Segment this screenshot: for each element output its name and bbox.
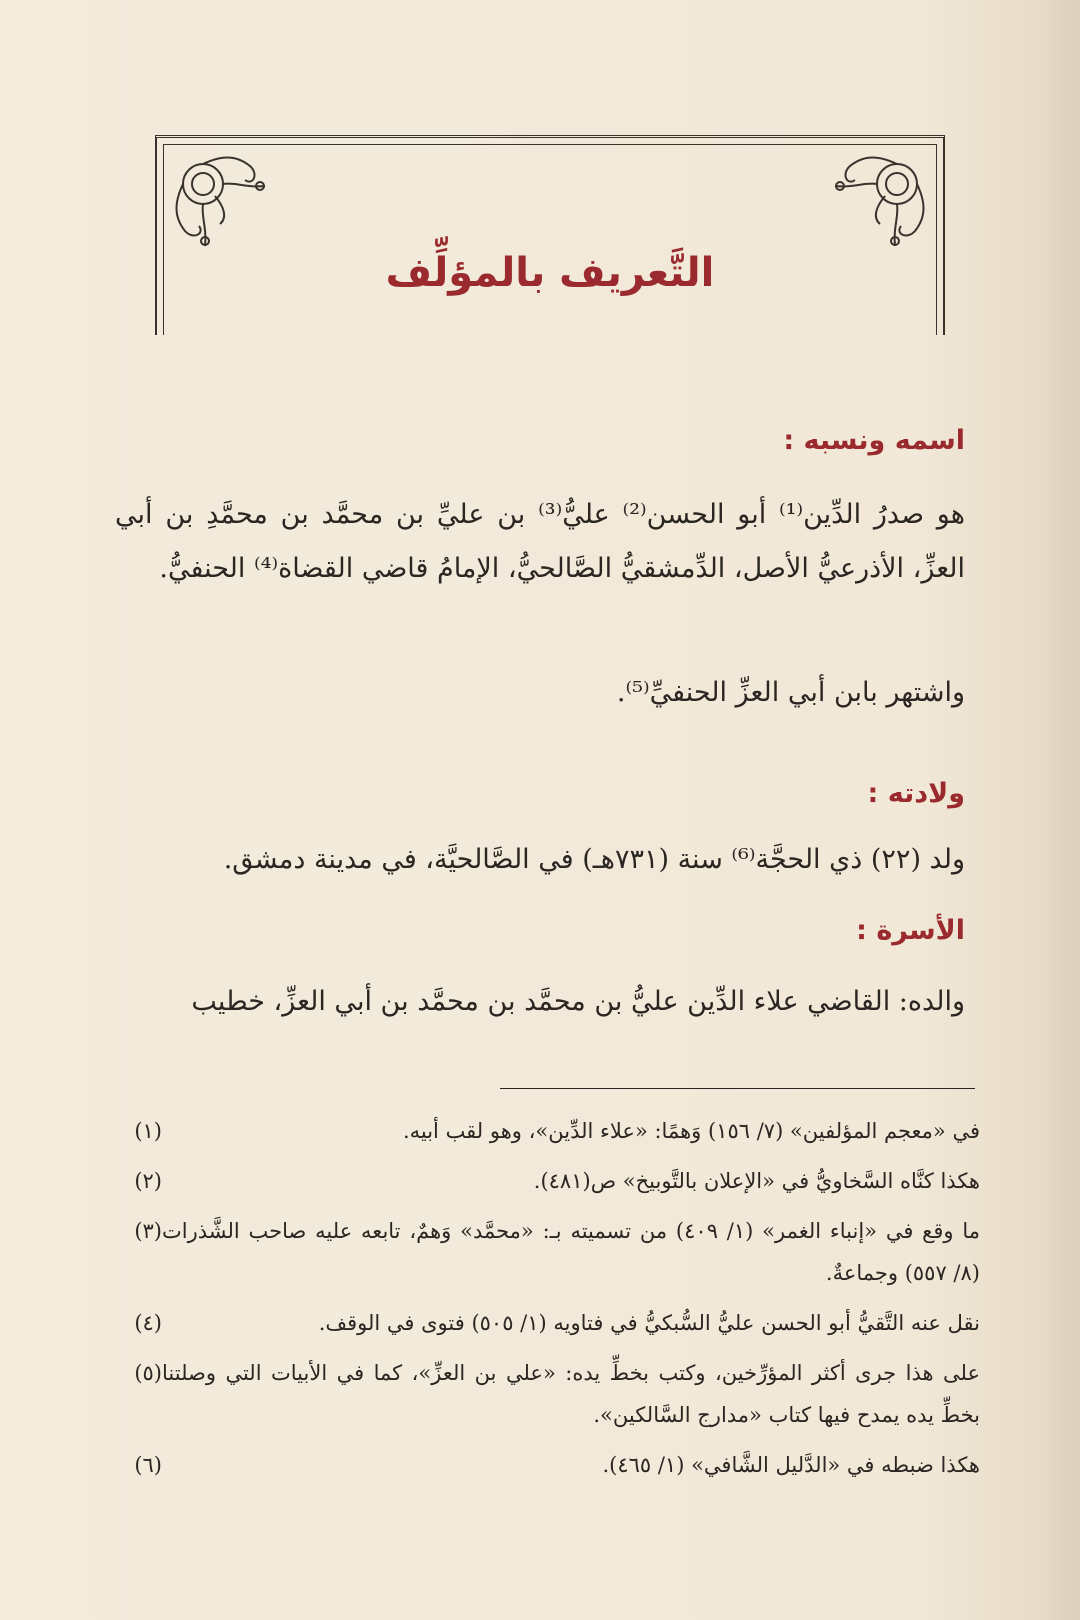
footnote-item bbox=[110, 1210, 980, 1294]
footnote-item bbox=[110, 1444, 980, 1486]
footnote-item bbox=[110, 1352, 980, 1436]
footnote-text: هكذا كنَّاه السَّخاويُّ في «الإعلان بالتَّوبيخ» ص(٤٨١). bbox=[533, 1169, 980, 1193]
footnote-text: في «معجم المؤلفين» (٧/ ١٥٦) وَهمًا: «علاء الدِّين»، وهو لقب أبيه. bbox=[402, 1119, 980, 1143]
footnote-item bbox=[110, 1110, 980, 1152]
footnote-item bbox=[110, 1302, 980, 1344]
footnote-number: (٦) bbox=[134, 1453, 162, 1477]
paragraph-known-as: واشتهر بابن أبي العزِّ الحنفيِّ⁽⁵⁾. bbox=[616, 677, 965, 708]
corner-ornament-right bbox=[825, 146, 935, 256]
footnote-number: (٢) bbox=[134, 1169, 162, 1193]
footnote-number: (٣) bbox=[134, 1219, 162, 1243]
footnote-number: (١) bbox=[134, 1119, 162, 1143]
footnote-number: (٤) bbox=[134, 1311, 162, 1335]
footnote-text: على هذا جرى أكثر المؤرِّخين، وكتب بخطِّ يده: «علي بن العزِّ»، كما في الأبيات التي وصلتنا بخطِّ يده يمدح فيها كتاب «مدارج السَّالكين». bbox=[162, 1361, 980, 1427]
footnote-text: نقل عنه التَّقيُّ أبو الحسن عليُّ السُّبكيُّ في فتاويه (١/ ٥٠٥) فتوى في الوقف. bbox=[318, 1311, 980, 1335]
title-frame bbox=[155, 135, 945, 335]
section-heading-name-lineage: اسمه ونسبه : bbox=[783, 425, 965, 456]
corner-ornament-left bbox=[165, 146, 275, 256]
paragraph-name-lineage: هو صدرُ الدِّين⁽¹⁾ أبو الحسن⁽²⁾ عليُّ⁽³⁾ بن عليِّ بن محمَّد بن محمَّدِ بن أبي العزِّ، الأذرعيُّ الأصل، الدِّمشقيُّ الصَّالحيُّ، الإمامُ قاضي القضاة⁽⁴⁾ الحنفيُّ. bbox=[115, 499, 965, 584]
footnote-number: (٥) bbox=[134, 1361, 162, 1385]
section-heading-birth: ولادته : bbox=[867, 778, 965, 809]
paragraph-family: والده: القاضي علاء الدِّين عليُّ بن محمَّد بن محمَّد بن أبي العزِّ، خطيب bbox=[191, 986, 965, 1017]
footnote-text: هكذا ضبطه في «الدَّليل الشَّافي» (١/ ٤٦٥). bbox=[602, 1453, 980, 1477]
chapter-title: التَّعريف بالمؤلِّف bbox=[385, 250, 715, 296]
title-frame-inner-border bbox=[163, 144, 937, 335]
footnote-separator bbox=[500, 1088, 975, 1089]
footnote-item bbox=[110, 1160, 980, 1202]
footnote-text: ما وقع في «إنباء الغمر» (١/ ٤٠٩) من تسميته بـ: «محمَّد» وَهمٌ، تابعه عليه صاحب الشَّذرات (٨/ ٥٥٧) وجماعةٌ. bbox=[162, 1219, 980, 1285]
footnotes bbox=[110, 1110, 980, 1494]
paragraph-birth: ولد (٢٢) ذي الحجَّة⁽⁶⁾ سنة (٧٣١هـ) في الصَّالحيَّة، في مدينة دمشق. bbox=[223, 844, 965, 875]
section-heading-family: الأسرة : bbox=[856, 915, 965, 946]
